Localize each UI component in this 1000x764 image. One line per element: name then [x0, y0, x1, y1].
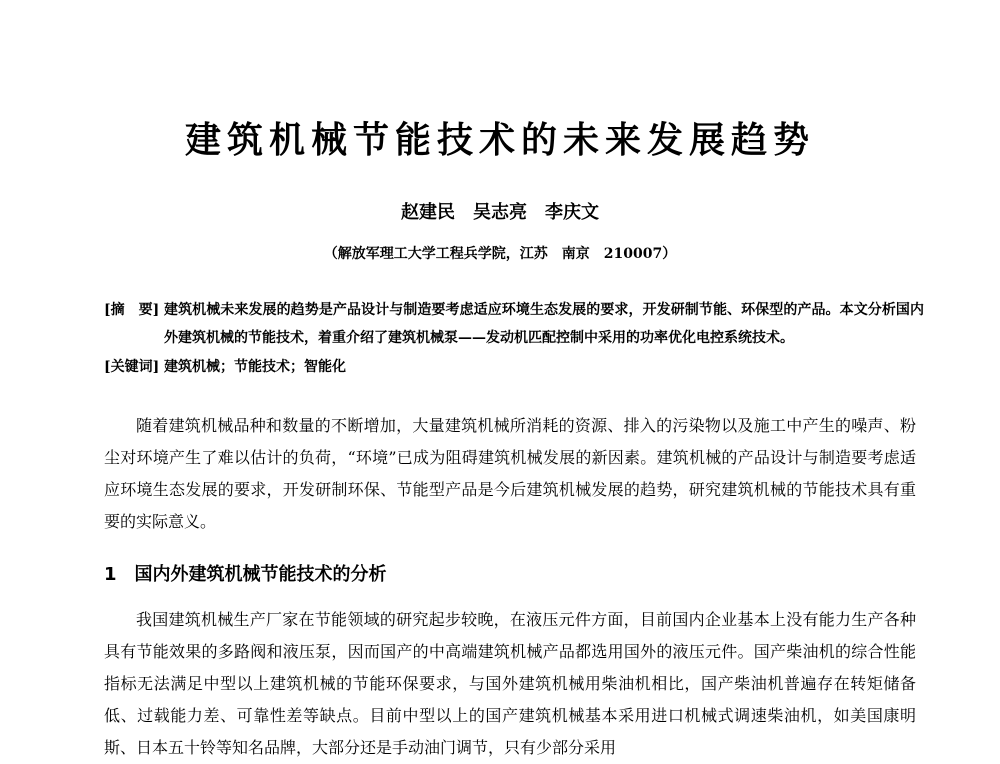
keywords-text: 建筑机械；节能技术；智能化	[164, 359, 346, 375]
section-heading: 1 国内外建筑机械节能技术的分析	[104, 564, 387, 585]
abstract-label: [摘 要]	[104, 302, 160, 318]
intro-paragraph: 随着建筑机械品种和数量的不断增加，大量建筑机械所消耗的资源、排入的污染物以及施工中产生的噪声、粉尘对环境产生了难以估计的负荷，“环境”已成为阻碍建筑机械发展的新因素。建筑机械的产品设计与制造要考虑适应环境生态发展的要求，开发研制环保、节能型产品是今后建筑机械发展的趋势，研究建筑机械的节能技术具有重要的实际意义。	[104, 416, 916, 531]
keywords-row	[104, 354, 924, 380]
affiliation: （解放军理工大学工程兵学院，江苏 南京 210007）	[323, 246, 677, 262]
section-paragraph: 我国建筑机械生产厂家在节能领域的研究起步较晚，在液压元件方面，目前国内企业基本上没有能力生产各种具有节能效果的多路阀和液压泵，因而国产的中高端建筑机械产品都选用国外的液压元件。国产柴油机的综合性能指标无法满足中型以上建筑机械的节能环保要求，与国外建筑机械用柴油机相比，国产柴油机普遍存在转矩储备低、过载能力差、可靠性差等缺点。目前中型以上的国产建筑机械基本采用进口机械式调速柴油机，如美国康明斯、日本五十铃等知名品牌，大部分还是手动油门调节，只有少部分采用	[104, 610, 916, 757]
abstract-row	[104, 296, 924, 352]
paper-title: 建筑机械节能技术的未来发展趋势	[184, 120, 815, 161]
abstract-block	[104, 296, 924, 380]
abstract-text: 建筑机械未来发展的趋势是产品设计与制造要考虑适应环境生态发展的要求，开发研制节能、环保型的产品。本文分析国内外建筑机械的节能技术，着重介绍了建筑机械泵——发动机匹配控制中采用的功率优化电控系统技术。	[164, 302, 924, 346]
keywords-label: [关键词]	[104, 359, 160, 375]
authors: 赵建民 吴志亮 李庆文	[401, 202, 599, 223]
